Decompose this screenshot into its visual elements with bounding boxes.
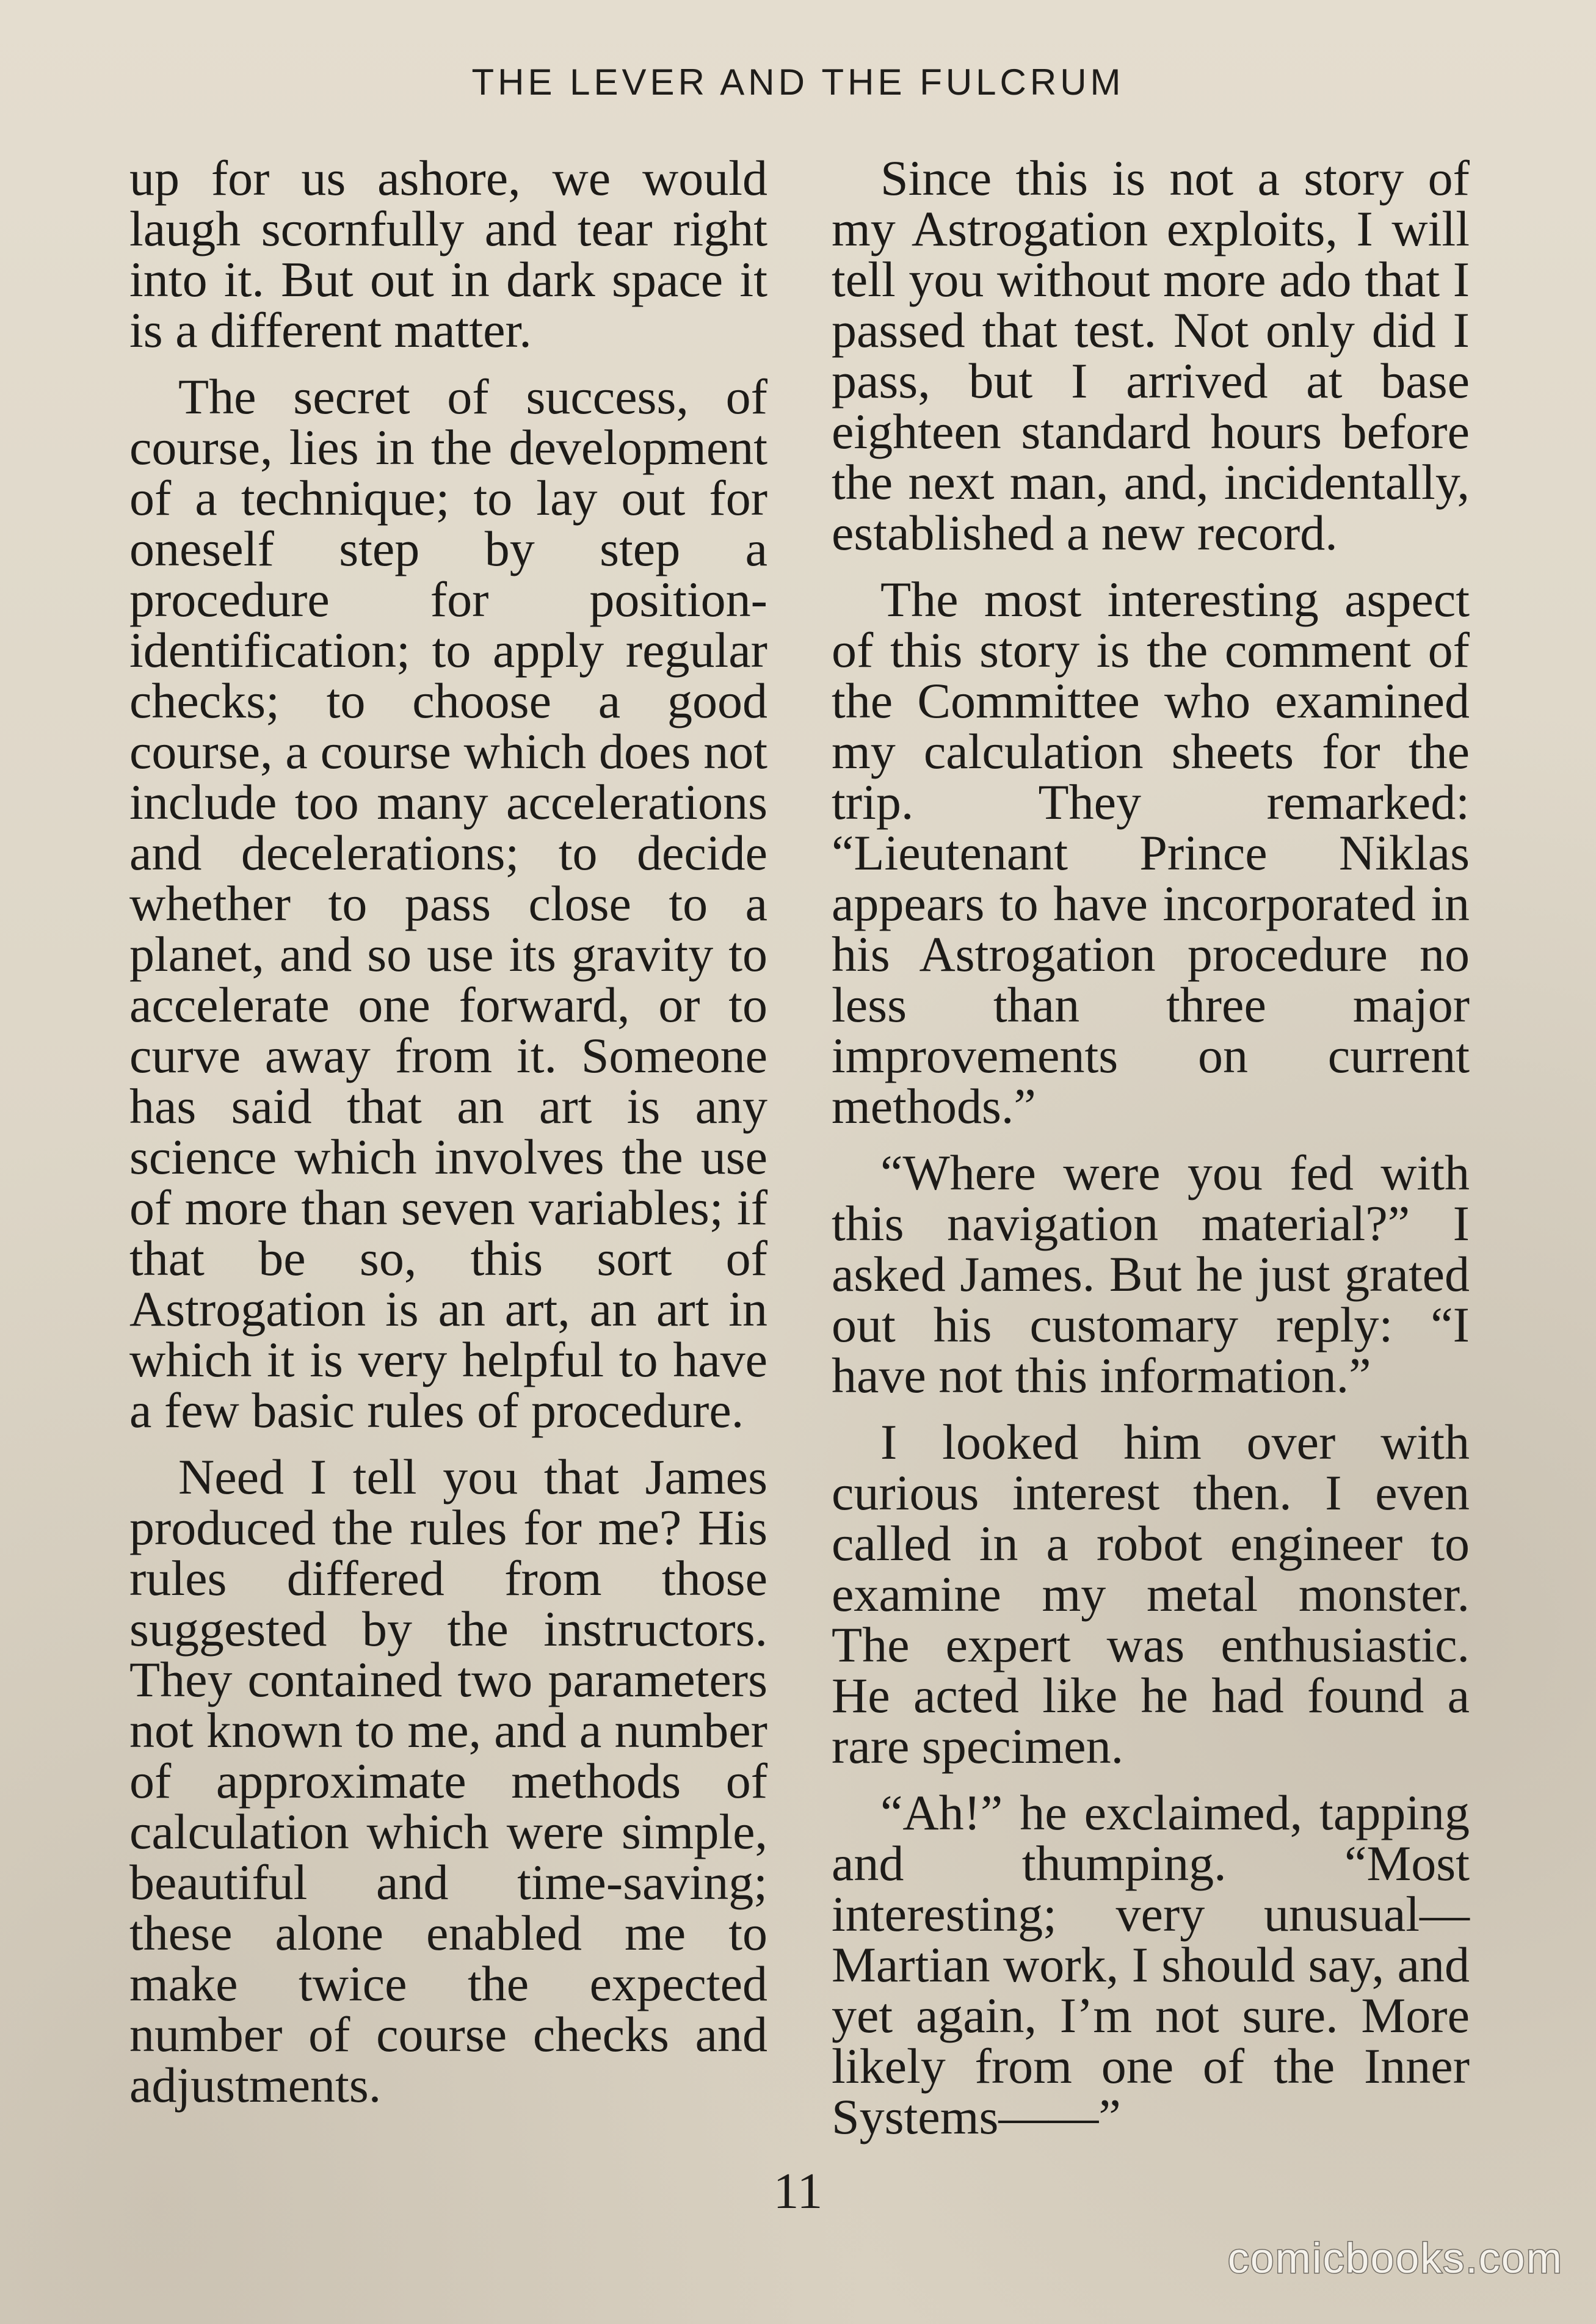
paragraph: Need I tell you that James produced the rules for me? His rules differed from those suggested by the instructors. They contained two parameters not known to me, and a number of approximate methods of calculation which were simple, beautiful and time-saving; these alone enabled me to make twice the expected number of course checks and adjustments. xyxy=(129,1449,767,2113)
watermark: comicbooks.com xyxy=(1227,2234,1563,2282)
paragraph: The secret of success, of course, lies in the development of a technique; to lay out for oneself step by step a procedure for position-identification; to apply regular checks; to choose a good course, a course which does not include too many accelerations and decelerations; to decide whether to pass close to a planet, and so use its gravity to accelerate one forward, or to curve away from it. Someone has said that an art is any science which involves the use of more than seven variables; if that be so, this sort of Astrogation is an art, an art in which it is very helpful to have a few basic rules of procedure. xyxy=(129,369,767,1438)
page-number: 11 xyxy=(773,2163,823,2220)
paragraph: up for us ashore, we would laugh scornfully and tear right into it. But out in dark space it is a different matter. xyxy=(129,150,767,358)
running-head: THE LEVER AND THE FULCRUM xyxy=(471,62,1125,103)
right-column xyxy=(832,150,1470,2158)
left-column xyxy=(129,150,767,2126)
paragraph: “Where were you fed with this navigation material?” I asked James. But he just grated out his customary reply: “I have not this information.” xyxy=(832,1145,1470,1403)
paragraph: “Ah!” he exclaimed, tapping and thumping. “Most interesting; very unusual—Martian work, I should say, and yet again, I’m not sure. More likely from one of the Inner Systems——” xyxy=(832,1785,1470,2144)
paragraph: Since this is not a story of my Astrogation exploits, I will tell you without more ado that I passed that test. Not only did I pass, but I arrived at base eighteen standard hours before the next man, and, incidentally, established a new record. xyxy=(832,150,1470,561)
paragraph: I looked him over with curious interest then. I even called in a robot engineer to examine my metal monster. The expert was enthusiastic. He acted like he had found a rare specimen. xyxy=(832,1414,1470,1774)
paragraph: The most interesting aspect of this story is the comment of the Committee who examined my calculation sheets for the trip. They remarked: “Lieutenant Prince Niklas appears to have incorporated in his Astrogation procedure no less than three major improvements on current methods.” xyxy=(832,572,1470,1134)
